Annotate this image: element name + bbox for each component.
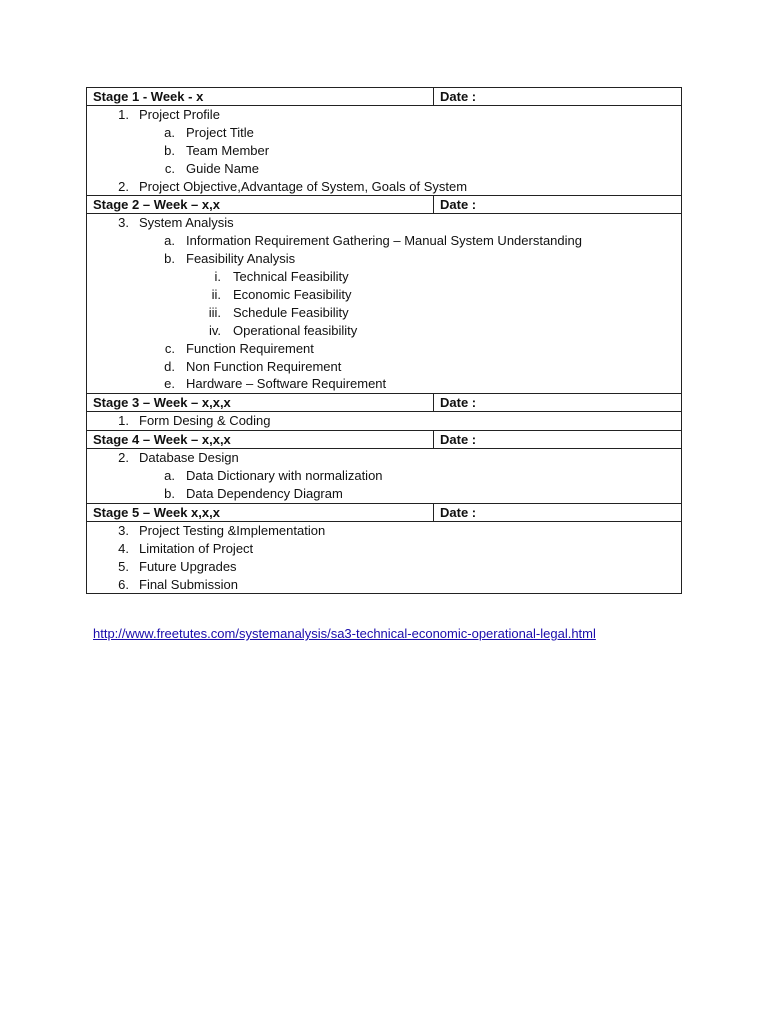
task-item <box>87 412 681 430</box>
task-number: 3. <box>118 522 129 538</box>
stage-title: Stage 3 – Week – x,x,x <box>87 394 434 412</box>
task-item <box>87 268 681 286</box>
stage-header-row <box>87 431 682 449</box>
task-text: Non Function Requirement <box>186 358 342 374</box>
stage-date-label: Date : <box>434 88 682 106</box>
stage-date-label: Date : <box>434 503 682 521</box>
task-item <box>87 250 681 268</box>
task-item <box>87 522 681 540</box>
task-text: Database Design <box>139 450 239 466</box>
task-number: iv. <box>208 322 221 338</box>
task-text: Project Testing &Implementation <box>139 522 326 538</box>
task-item <box>87 160 681 178</box>
task-number: a. <box>164 468 175 484</box>
task-item <box>87 142 681 160</box>
stage-title: Stage 5 – Week x,x,x <box>87 503 434 521</box>
stage-body-row <box>87 521 682 594</box>
task-item <box>87 375 681 393</box>
task-number: 6. <box>118 576 129 592</box>
task-item <box>87 558 681 576</box>
task-number: 2. <box>118 178 129 194</box>
project-schedule-table <box>86 87 682 594</box>
task-number: e. <box>164 376 175 392</box>
task-text: Schedule Feasibility <box>233 304 349 320</box>
task-text: Hardware – Software Requirement <box>186 376 387 392</box>
task-number: 5. <box>118 558 129 574</box>
task-text: Technical Feasibility <box>233 269 349 285</box>
task-number: i. <box>214 269 221 285</box>
task-number: b. <box>164 251 175 267</box>
stage-date-label: Date : <box>434 196 682 214</box>
task-number: a. <box>164 233 175 249</box>
task-item <box>87 178 681 196</box>
task-text: Project Objective,Advantage of System, Goals of System <box>139 178 468 194</box>
reference-link[interactable]: http://www.freetutes.com/systemanalysis/sa3-technical-economic-operational-legal.html <box>93 626 596 641</box>
stage-date-label: Date : <box>434 394 682 412</box>
task-number: iii. <box>208 304 221 320</box>
task-number: 4. <box>118 540 129 556</box>
task-text: Function Requirement <box>186 340 314 356</box>
stage-body-row <box>87 412 682 431</box>
task-text: Operational feasibility <box>233 322 358 338</box>
stage-task-list <box>87 214 682 394</box>
task-number: a. <box>164 124 175 140</box>
task-number: 1. <box>118 107 129 122</box>
task-item <box>87 467 681 485</box>
stage-task-list <box>87 521 682 594</box>
task-text: Feasibility Analysis <box>186 251 296 267</box>
task-number: 2. <box>118 450 129 466</box>
task-text: Project Title <box>186 124 254 140</box>
task-number: 3. <box>118 215 129 231</box>
task-item <box>87 576 681 594</box>
task-number: d. <box>164 358 175 374</box>
task-text: Form Desing & Coding <box>139 413 271 429</box>
task-text: Economic Feasibility <box>233 287 352 303</box>
task-text: Information Requirement Gathering – Manual System Understanding <box>186 233 582 249</box>
stage-title: Stage 1 - Week - x <box>87 88 434 106</box>
task-text: Team Member <box>186 142 270 158</box>
task-number: c. <box>164 160 175 176</box>
stage-body-row <box>87 106 682 196</box>
task-text: Future Upgrades <box>139 558 237 574</box>
task-text: Data Dictionary with normalization <box>186 468 383 484</box>
stage-task-list <box>87 106 682 196</box>
task-text: Data Dependency Diagram <box>186 486 343 502</box>
task-item <box>87 124 681 142</box>
task-number: ii. <box>211 287 221 303</box>
task-item <box>87 340 681 358</box>
task-text: System Analysis <box>139 215 234 231</box>
stage-task-list <box>87 449 682 504</box>
task-number: b. <box>164 142 175 158</box>
stage-header-row <box>87 394 682 412</box>
stage-body-row <box>87 449 682 504</box>
task-item <box>87 106 681 124</box>
stage-title: Stage 4 – Week – x,x,x <box>87 431 434 449</box>
stage-date-label: Date : <box>434 431 682 449</box>
task-item <box>87 540 681 558</box>
task-text: Final Submission <box>139 576 238 592</box>
stage-header-row <box>87 503 682 521</box>
task-item <box>87 304 681 322</box>
task-item <box>87 214 681 232</box>
task-number: c. <box>164 340 175 356</box>
stage-title: Stage 2 – Week – x,x <box>87 196 434 214</box>
task-item <box>87 322 681 340</box>
stage-body-row <box>87 214 682 394</box>
stage-header-row <box>87 88 682 106</box>
task-item <box>87 485 681 503</box>
task-number: 1. <box>118 413 129 429</box>
task-number: b. <box>164 486 175 502</box>
task-item <box>87 286 681 304</box>
task-item <box>87 449 681 467</box>
task-item <box>87 232 681 250</box>
task-text: Guide Name <box>186 160 259 176</box>
task-text: Project Profile <box>139 107 220 122</box>
task-item <box>87 358 681 376</box>
task-text: Limitation of Project <box>139 540 254 556</box>
stage-task-list <box>87 412 682 431</box>
stage-header-row <box>87 196 682 214</box>
